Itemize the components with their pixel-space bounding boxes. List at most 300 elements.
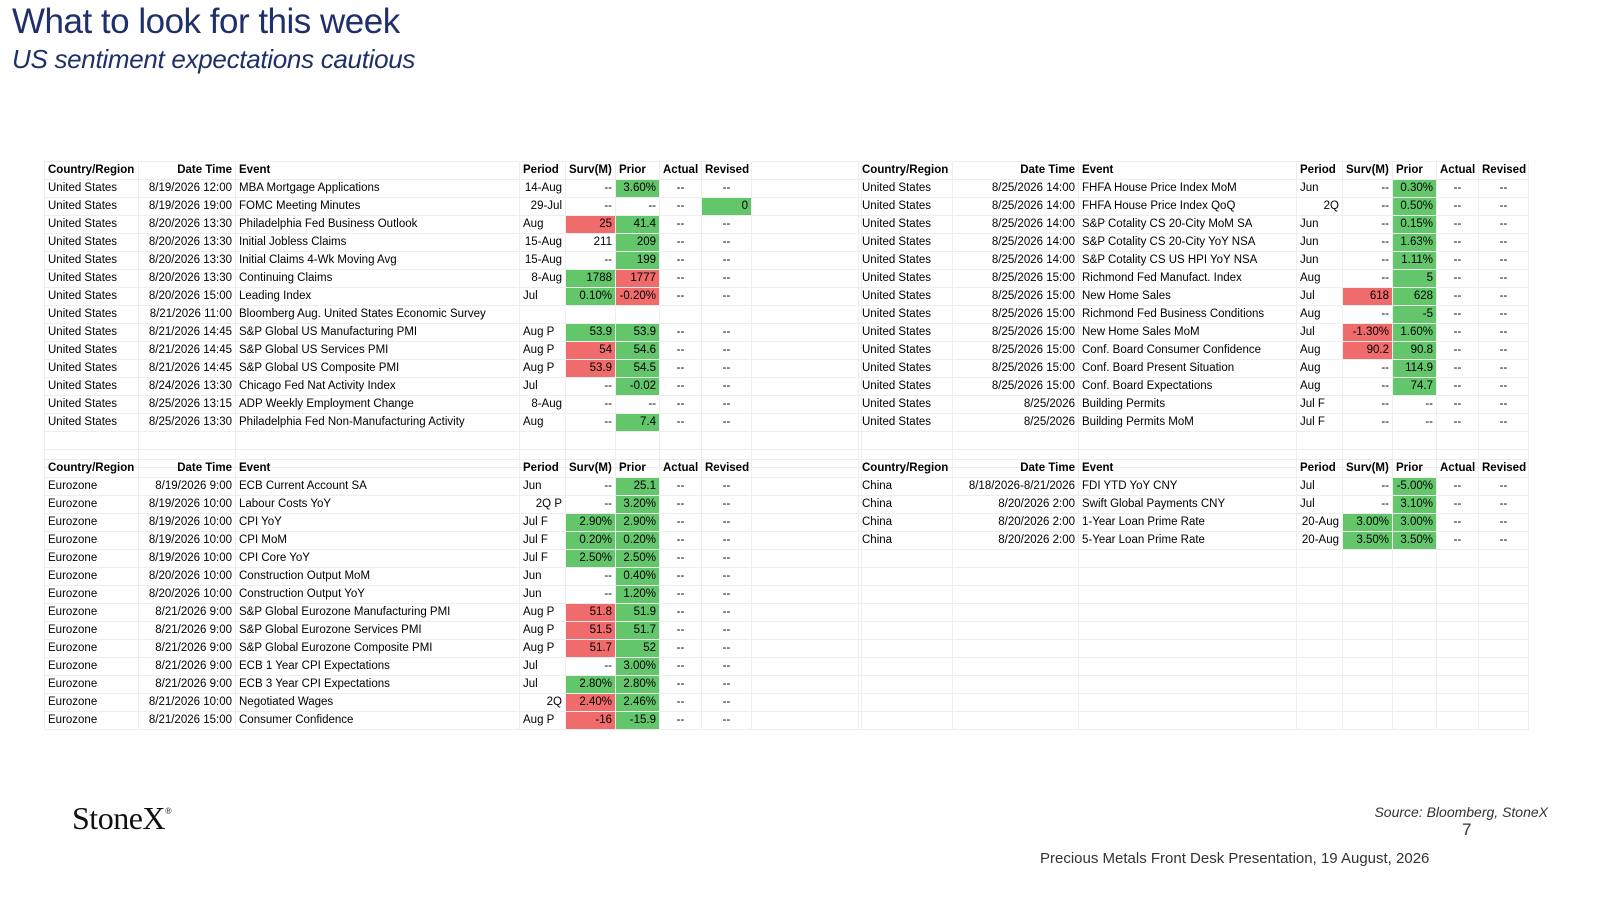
event-cell: FHFA House Price Index QoQ <box>1079 198 1297 216</box>
event-cell: ECB 1 Year CPI Expectations <box>236 658 520 676</box>
survey-cell: -- <box>1343 198 1393 216</box>
datetime-cell: 8/25/2026 13:30 <box>139 414 236 432</box>
event-cell: Initial Jobless Claims <box>236 234 520 252</box>
actual-cell: -- <box>1437 234 1479 252</box>
actual-cell: -- <box>1437 198 1479 216</box>
survey-cell: -- <box>566 378 616 396</box>
header-country: Country/Region <box>859 162 953 180</box>
header-actual: Actual <box>660 162 702 180</box>
country-cell: China <box>859 532 953 550</box>
revised-cell: -- <box>1479 216 1529 234</box>
event-cell: S&P Cotality CS US HPI YoY NSA <box>1079 252 1297 270</box>
revised-cell: -- <box>702 640 752 658</box>
table-row <box>859 586 1529 604</box>
event-cell: Conf. Board Present Situation <box>1079 360 1297 378</box>
period-cell: Jul <box>1297 478 1343 496</box>
actual-cell: -- <box>1437 252 1479 270</box>
prior-cell: 3.00% <box>1393 514 1437 532</box>
actual-cell: -- <box>1437 478 1479 496</box>
table-row <box>859 216 1529 234</box>
survey-cell <box>1343 640 1393 658</box>
revised-cell: -- <box>702 622 752 640</box>
spacer-cell <box>752 478 862 496</box>
table-row <box>45 180 862 198</box>
datetime-cell <box>953 712 1079 730</box>
prior-cell: 3.50% <box>1393 532 1437 550</box>
header-country: Country/Region <box>45 162 139 180</box>
prior-cell: 5 <box>1393 270 1437 288</box>
revised-cell: -- <box>1479 288 1529 306</box>
datetime-cell <box>953 586 1079 604</box>
period-cell: 29-Jul <box>520 198 566 216</box>
country-cell: United States <box>45 396 139 414</box>
period-cell: Jul F <box>520 514 566 532</box>
spacer-cell <box>752 342 862 360</box>
revised-cell <box>1479 658 1529 676</box>
datetime-cell: 8/19/2026 9:00 <box>139 478 236 496</box>
spacer-cell <box>752 532 862 550</box>
datetime-cell: 8/18/2026-8/21/2026 <box>953 478 1079 496</box>
period-cell: Jul <box>520 658 566 676</box>
actual-cell: -- <box>1437 378 1479 396</box>
datetime-cell: 8/25/2026 14:00 <box>953 216 1079 234</box>
prior-cell: 3.10% <box>1393 496 1437 514</box>
period-cell: Jul <box>1297 324 1343 342</box>
event-cell: S&P Global Eurozone Services PMI <box>236 622 520 640</box>
table-row <box>45 414 862 432</box>
prior-cell: 628 <box>1393 288 1437 306</box>
event-cell: S&P Cotality CS 20-City MoM SA <box>1079 216 1297 234</box>
survey-cell: -- <box>566 568 616 586</box>
spacer-cell <box>752 270 862 288</box>
table-row <box>859 360 1529 378</box>
actual-cell: -- <box>660 712 702 730</box>
event-cell <box>1079 432 1297 450</box>
revised-cell: -- <box>1479 514 1529 532</box>
country-cell: United States <box>45 342 139 360</box>
table-row <box>45 270 862 288</box>
survey-cell: -- <box>1343 378 1393 396</box>
prior-cell: 0.15% <box>1393 216 1437 234</box>
spacer-cell <box>752 640 862 658</box>
datetime-cell <box>953 604 1079 622</box>
actual-cell: -- <box>660 568 702 586</box>
survey-cell: 53.9 <box>566 324 616 342</box>
actual-cell: -- <box>660 378 702 396</box>
datetime-cell: 8/19/2026 19:00 <box>139 198 236 216</box>
datetime-cell: 8/19/2026 10:00 <box>139 550 236 568</box>
header-survey: Surv(M) <box>566 162 616 180</box>
prior-cell: 90.8 <box>1393 342 1437 360</box>
survey-cell: -- <box>1343 478 1393 496</box>
period-cell: Jul F <box>520 550 566 568</box>
prior-cell: -15.9 <box>616 712 660 730</box>
header-revised: Revised <box>1479 460 1529 478</box>
table-row <box>859 234 1529 252</box>
footer-text: Precious Metals Front Desk Presentation, 19 August, 2026 <box>1040 850 1430 867</box>
country-cell <box>859 712 953 730</box>
header-datetime: Date Time <box>953 460 1079 478</box>
country-cell: China <box>859 478 953 496</box>
event-cell: Building Permits MoM <box>1079 414 1297 432</box>
period-cell <box>1297 640 1343 658</box>
country-cell: Eurozone <box>45 568 139 586</box>
revised-cell <box>1479 550 1529 568</box>
revised-cell: -- <box>702 216 752 234</box>
period-cell <box>520 432 566 450</box>
survey-cell <box>1343 712 1393 730</box>
header-prior: Prior <box>1393 162 1437 180</box>
revised-cell: -- <box>1479 306 1529 324</box>
period-cell: Aug <box>1297 270 1343 288</box>
spacer-cell <box>752 288 862 306</box>
china-calendar-table <box>858 459 1529 730</box>
header-event: Event <box>236 460 520 478</box>
country-cell: Eurozone <box>45 604 139 622</box>
actual-cell: -- <box>1437 496 1479 514</box>
spacer-cell <box>752 676 862 694</box>
actual-cell: -- <box>660 478 702 496</box>
us-calendar-table-2 <box>858 161 1529 468</box>
header-event: Event <box>236 162 520 180</box>
country-cell: United States <box>45 234 139 252</box>
country-cell: Eurozone <box>45 550 139 568</box>
actual-cell: -- <box>1437 306 1479 324</box>
datetime-cell: 8/20/2026 13:30 <box>139 216 236 234</box>
event-cell: FOMC Meeting Minutes <box>236 198 520 216</box>
event-cell: S&P Global Eurozone Composite PMI <box>236 640 520 658</box>
country-cell <box>859 658 953 676</box>
prior-cell: 209 <box>616 234 660 252</box>
event-cell: Negotiated Wages <box>236 694 520 712</box>
datetime-cell: 8/20/2026 2:00 <box>953 532 1079 550</box>
revised-cell: -- <box>702 180 752 198</box>
survey-cell: -- <box>566 252 616 270</box>
period-cell: Aug P <box>520 342 566 360</box>
header-actual: Actual <box>660 460 702 478</box>
prior-cell <box>616 306 660 324</box>
survey-cell <box>1343 432 1393 450</box>
period-cell: Jun <box>1297 252 1343 270</box>
prior-cell: 3.60% <box>616 180 660 198</box>
datetime-cell: 8/19/2026 12:00 <box>139 180 236 198</box>
survey-cell: 90.2 <box>1343 342 1393 360</box>
table-row <box>859 180 1529 198</box>
country-cell <box>859 622 953 640</box>
header-survey: Surv(M) <box>1343 460 1393 478</box>
datetime-cell: 8/21/2026 9:00 <box>139 676 236 694</box>
event-cell: 1-Year Loan Prime Rate <box>1079 514 1297 532</box>
actual-cell: -- <box>660 180 702 198</box>
table-row <box>859 396 1529 414</box>
event-cell: Richmond Fed Business Conditions <box>1079 306 1297 324</box>
table-row <box>45 324 862 342</box>
prior-cell: 53.9 <box>616 324 660 342</box>
survey-cell: 618 <box>1343 288 1393 306</box>
country-cell: United States <box>859 342 953 360</box>
revised-cell: -- <box>1479 378 1529 396</box>
table-row <box>45 252 862 270</box>
actual-cell: -- <box>660 288 702 306</box>
event-cell <box>1079 694 1297 712</box>
datetime-cell <box>953 622 1079 640</box>
period-cell: 14-Aug <box>520 180 566 198</box>
header-prior: Prior <box>616 162 660 180</box>
revised-cell: -- <box>702 324 752 342</box>
datetime-cell: 8/21/2026 9:00 <box>139 640 236 658</box>
table-row <box>45 676 862 694</box>
prior-cell <box>1393 622 1437 640</box>
datetime-cell: 8/25/2026 14:00 <box>953 252 1079 270</box>
period-cell: 20-Aug <box>1297 514 1343 532</box>
header-actual: Actual <box>1437 162 1479 180</box>
spacer-cell <box>752 604 862 622</box>
actual-cell <box>1437 658 1479 676</box>
survey-cell: -- <box>566 180 616 198</box>
survey-cell: -- <box>1343 360 1393 378</box>
table-row <box>45 396 862 414</box>
revised-cell: -- <box>702 496 752 514</box>
prior-cell <box>1393 658 1437 676</box>
prior-cell: 3.00% <box>616 658 660 676</box>
country-cell: United States <box>45 216 139 234</box>
datetime-cell: 8/25/2026 <box>953 414 1079 432</box>
actual-cell: -- <box>1437 396 1479 414</box>
header-revised: Revised <box>1479 162 1529 180</box>
period-cell: Aug P <box>520 622 566 640</box>
revised-cell: -- <box>1479 324 1529 342</box>
table-row <box>859 496 1529 514</box>
actual-cell: -- <box>660 496 702 514</box>
table-row <box>859 514 1529 532</box>
prior-cell: 0.20% <box>616 532 660 550</box>
table-row <box>859 712 1529 730</box>
prior-cell <box>1393 568 1437 586</box>
period-cell: Jun <box>520 478 566 496</box>
table-row <box>859 478 1529 496</box>
spacer-cell <box>752 396 862 414</box>
revised-cell: -- <box>702 550 752 568</box>
datetime-cell: 8/21/2026 15:00 <box>139 712 236 730</box>
event-cell: MBA Mortgage Applications <box>236 180 520 198</box>
actual-cell <box>1437 622 1479 640</box>
prior-cell: 0.40% <box>616 568 660 586</box>
prior-cell: -5 <box>1393 306 1437 324</box>
table-row <box>859 270 1529 288</box>
datetime-cell: 8/21/2026 9:00 <box>139 622 236 640</box>
country-cell: United States <box>45 324 139 342</box>
period-cell: 2Q <box>520 694 566 712</box>
revised-cell: -- <box>702 342 752 360</box>
revised-cell: -- <box>1479 532 1529 550</box>
source-note: Source: Bloomberg, StoneX <box>1374 804 1548 820</box>
survey-cell: -- <box>566 396 616 414</box>
revised-cell <box>1479 604 1529 622</box>
period-cell: Jun <box>520 586 566 604</box>
period-cell <box>1297 550 1343 568</box>
prior-cell: 51.7 <box>616 622 660 640</box>
table-row <box>45 234 862 252</box>
country-cell: Eurozone <box>45 676 139 694</box>
actual-cell: -- <box>660 640 702 658</box>
table-row <box>859 198 1529 216</box>
survey-cell: -- <box>566 198 616 216</box>
table-row <box>45 478 862 496</box>
prior-cell <box>1393 432 1437 450</box>
actual-cell: -- <box>1437 288 1479 306</box>
spacer-cell <box>752 378 862 396</box>
datetime-cell: 8/21/2026 14:45 <box>139 342 236 360</box>
actual-cell: -- <box>660 396 702 414</box>
spacer-cell <box>752 568 862 586</box>
country-cell: United States <box>45 360 139 378</box>
revised-cell: -- <box>702 568 752 586</box>
revised-cell: -- <box>1479 270 1529 288</box>
revised-cell <box>1479 586 1529 604</box>
period-cell <box>1297 568 1343 586</box>
period-cell: Aug <box>1297 360 1343 378</box>
spacer-cell <box>752 586 862 604</box>
datetime-cell: 8/24/2026 13:30 <box>139 378 236 396</box>
datetime-cell <box>953 640 1079 658</box>
spacer-cell <box>752 550 862 568</box>
datetime-cell: 8/20/2026 13:30 <box>139 252 236 270</box>
header-prior: Prior <box>1393 460 1437 478</box>
event-cell: Conf. Board Consumer Confidence <box>1079 342 1297 360</box>
table-row <box>859 324 1529 342</box>
period-cell: Aug <box>520 216 566 234</box>
country-cell <box>859 604 953 622</box>
event-cell: ADP Weekly Employment Change <box>236 396 520 414</box>
stonex-logo: StoneX® <box>72 800 172 836</box>
header-datetime: Date Time <box>139 460 236 478</box>
period-cell: Jul <box>520 288 566 306</box>
revised-cell: -- <box>702 694 752 712</box>
country-cell: United States <box>45 288 139 306</box>
datetime-cell: 8/20/2026 13:30 <box>139 234 236 252</box>
actual-cell <box>1437 694 1479 712</box>
actual-cell: -- <box>660 694 702 712</box>
datetime-cell: 8/20/2026 2:00 <box>953 514 1079 532</box>
datetime-cell: 8/25/2026 15:00 <box>953 342 1079 360</box>
prior-cell: -- <box>1393 414 1437 432</box>
event-cell: Philadelphia Fed Business Outlook <box>236 216 520 234</box>
us-calendar-table-1 <box>44 161 862 468</box>
spacer-cell <box>752 514 862 532</box>
header-datetime: Date Time <box>139 162 236 180</box>
prior-cell: 0.30% <box>1393 180 1437 198</box>
period-cell: Aug <box>1297 342 1343 360</box>
survey-cell: 0.10% <box>566 288 616 306</box>
actual-cell: -- <box>660 252 702 270</box>
survey-cell: -- <box>566 414 616 432</box>
actual-cell: -- <box>660 216 702 234</box>
prior-cell: 1.20% <box>616 586 660 604</box>
prior-cell: 1.63% <box>1393 234 1437 252</box>
country-cell: Eurozone <box>45 658 139 676</box>
actual-cell <box>1437 568 1479 586</box>
header-survey: Surv(M) <box>1343 162 1393 180</box>
revised-cell <box>1479 568 1529 586</box>
datetime-cell: 8/21/2026 10:00 <box>139 694 236 712</box>
revised-cell: -- <box>1479 396 1529 414</box>
survey-cell: 1788 <box>566 270 616 288</box>
country-cell: United States <box>859 216 953 234</box>
actual-cell: -- <box>1437 324 1479 342</box>
actual-cell: -- <box>660 604 702 622</box>
period-cell: 15-Aug <box>520 234 566 252</box>
prior-cell: 0.50% <box>1393 198 1437 216</box>
prior-cell <box>1393 712 1437 730</box>
prior-cell <box>1393 550 1437 568</box>
prior-cell: 2.46% <box>616 694 660 712</box>
period-cell: Aug P <box>520 360 566 378</box>
event-cell: S&P Global US Manufacturing PMI <box>236 324 520 342</box>
event-cell: Leading Index <box>236 288 520 306</box>
datetime-cell: 8/20/2026 15:00 <box>139 288 236 306</box>
datetime-cell: 8/25/2026 14:00 <box>953 180 1079 198</box>
header-period: Period <box>1297 162 1343 180</box>
revised-cell: -- <box>702 252 752 270</box>
table-row <box>45 496 862 514</box>
spacer-cell <box>752 180 862 198</box>
period-cell: Jul F <box>1297 396 1343 414</box>
period-cell <box>1297 432 1343 450</box>
datetime-cell: 8/25/2026 <box>953 396 1079 414</box>
table-row <box>859 342 1529 360</box>
table-row <box>859 550 1529 568</box>
datetime-cell: 8/21/2026 9:00 <box>139 604 236 622</box>
country-cell: United States <box>45 306 139 324</box>
prior-cell: -- <box>1393 396 1437 414</box>
actual-cell <box>660 432 702 450</box>
actual-cell: -- <box>1437 514 1479 532</box>
country-cell: United States <box>859 234 953 252</box>
survey-cell: 3.50% <box>1343 532 1393 550</box>
country-cell <box>859 676 953 694</box>
event-cell <box>236 432 520 450</box>
prior-cell: -- <box>616 198 660 216</box>
period-cell: Jul F <box>1297 414 1343 432</box>
country-cell: United States <box>45 252 139 270</box>
country-cell <box>859 550 953 568</box>
revised-cell: -- <box>702 360 752 378</box>
period-cell: Jul <box>520 378 566 396</box>
prior-cell: 41.4 <box>616 216 660 234</box>
actual-cell: -- <box>660 234 702 252</box>
country-cell: Eurozone <box>45 712 139 730</box>
prior-cell: 199 <box>616 252 660 270</box>
table-row <box>45 514 862 532</box>
country-cell: Eurozone <box>45 640 139 658</box>
event-cell: Richmond Fed Manufact. Index <box>1079 270 1297 288</box>
actual-cell <box>1437 586 1479 604</box>
country-cell <box>45 432 139 450</box>
spacer-cell <box>752 414 862 432</box>
page-number: 7 <box>1462 820 1472 839</box>
country-cell: Eurozone <box>45 532 139 550</box>
table-row <box>45 712 862 730</box>
period-cell <box>1297 676 1343 694</box>
datetime-cell: 8/19/2026 10:00 <box>139 532 236 550</box>
survey-cell <box>1343 586 1393 604</box>
table-row <box>859 658 1529 676</box>
event-cell: Swift Global Payments CNY <box>1079 496 1297 514</box>
table-row <box>859 252 1529 270</box>
actual-cell: -- <box>660 622 702 640</box>
actual-cell: -- <box>660 514 702 532</box>
header-revised: Revised <box>702 162 752 180</box>
